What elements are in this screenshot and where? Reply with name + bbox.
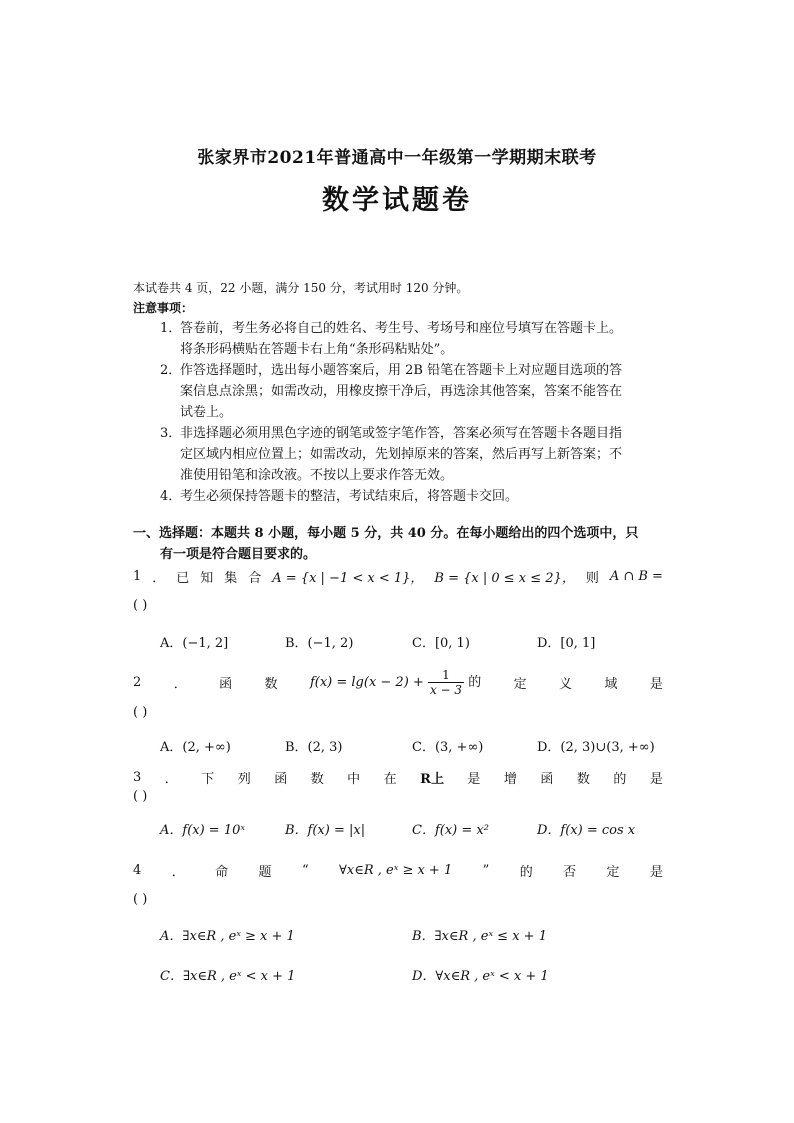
function-left: f(x) = lg(x − 2) + — [309, 674, 424, 690]
fraction-numerator: 1 — [442, 667, 450, 682]
question-1-option-a: A．(−1, 2] — [160, 636, 229, 651]
quote-close: ” — [482, 863, 490, 878]
stem-char: 是 — [649, 865, 663, 880]
question-1-option-b: B．(−1, 2) — [285, 636, 354, 651]
question-dot: ． — [152, 571, 166, 586]
notice-line: 考生必须保持答题卡的整洁，考试结束后，将答题卡交回。 — [180, 489, 519, 504]
question-2-stem — [133, 665, 663, 699]
stem-char: 义 — [559, 676, 573, 692]
stem-char: 函 — [274, 772, 288, 787]
question-dot: ． — [173, 676, 187, 692]
stem-char: 下 — [201, 772, 215, 787]
question-3-option-a: A．f(x) = 10ˣ — [160, 823, 245, 838]
notice-line: 非选择题必须用黑色字迹的钢笔或签字笔作答，答案必须写在答题卡各题目指 — [180, 426, 623, 441]
stem-char: 题 — [258, 865, 272, 880]
stem-char: 中 — [347, 772, 361, 787]
stem-char: 的 — [613, 772, 627, 787]
question-3-option-b: B．f(x) = |x| — [285, 823, 366, 838]
stem-char: 集 — [224, 571, 238, 586]
question-4-option-a: A．∃x∈R , eˣ ≥ x + 1 — [160, 929, 295, 944]
question-3-option-d: D．f(x) = cos x — [537, 823, 636, 838]
stem-char: 已 — [176, 571, 190, 586]
question-dot: ． — [164, 772, 178, 787]
question-4-stem — [133, 861, 663, 880]
notice-line: 答卷前，考生务必将自己的姓名、考生号、考场号和座位号填写在答题卡上。 — [180, 321, 623, 336]
notice-line: 案信息点涂黑；如需改动，用橡皮擦干净后，再选涂其他答案，答案不能答在 — [180, 384, 623, 399]
exam-intro: 本试卷共 4 页，22 小题，满分 150 分，考试用时 120 分钟。 — [133, 281, 469, 295]
stem-char: 函 — [540, 772, 554, 787]
notice-item-1 — [160, 318, 670, 360]
notice-item-number: 2． — [160, 363, 182, 378]
notice-line: 定区域内相应位置上；如需改动，先划掉原来的答案，然后再写上新答案；不 — [180, 447, 623, 462]
fraction — [428, 668, 464, 697]
question-1-option-d: D．[0, 1] — [537, 636, 596, 651]
question-3-option-c: C．f(x) = x² — [412, 823, 489, 838]
section-heading-choice — [133, 523, 663, 565]
stem-char: 的 — [468, 674, 482, 690]
stem-char: 增 — [503, 772, 517, 787]
stem-char: 列 — [237, 772, 251, 787]
question-dot: ． — [171, 865, 185, 880]
notice-line: 将条形码横贴在答题卡右上角“条形码粘贴处”。 — [180, 342, 454, 357]
notice-item-4 — [160, 486, 670, 507]
question-1-option-c: C．[0, 1) — [412, 636, 470, 651]
notice-line: 作答选择题时，选出每小题答案后，用 2B 铅笔在答题卡上对应题目选项的答 — [180, 363, 623, 378]
stem-char: 则 — [585, 571, 599, 586]
stem-char: 是 — [649, 676, 663, 692]
question-2-option-d: D．(2, 3)∪(3, +∞) — [537, 740, 655, 755]
question-1-stem — [133, 567, 663, 586]
question-number: 3 — [133, 770, 142, 785]
answer-blank: ( ) — [133, 598, 148, 613]
question-2-option-c: C．(3, +∞) — [412, 740, 484, 755]
question-4-option-c: C．∃x∈R , eˣ < x + 1 — [160, 969, 296, 984]
stem-char: 数 — [576, 772, 590, 787]
stem-char: 是 — [649, 772, 663, 787]
question-4-option-d: D．∀x∈R , eˣ < x + 1 — [412, 969, 549, 984]
notice-heading: 注意事项： — [133, 301, 194, 315]
notice-item-number: 3． — [160, 426, 182, 441]
exam-subject-title: 数学试题卷 — [322, 185, 472, 216]
question-4-option-b: B．∃x∈R , eˣ ≤ x + 1 — [412, 929, 547, 944]
stem-char: 在 — [383, 772, 397, 787]
stem-char: 命 — [215, 865, 229, 880]
stem-char: 否 — [563, 865, 577, 880]
question-2-option-b: B．(2, 3) — [285, 740, 343, 755]
question-3-stem — [133, 768, 663, 787]
notice-item-3 — [160, 423, 670, 486]
notice-item-number: 4． — [160, 489, 182, 504]
question-number: 2 — [133, 674, 142, 690]
notice-item-2 — [160, 360, 670, 423]
section-heading-line: 有一项是符合题目要求的。 — [160, 547, 317, 562]
stem-char: 定 — [606, 865, 620, 880]
stem-char: 函 — [219, 676, 233, 692]
set-a-expression: A = {x | −1 < x < 1}， — [272, 571, 424, 586]
stem-char: 知 — [200, 571, 214, 586]
stem-char: 数 — [310, 772, 324, 787]
question-number: 4 — [133, 863, 142, 878]
stem-char: 数 — [264, 676, 278, 692]
proposition-expression: ∀x∈R , eˣ ≥ x + 1 — [339, 863, 453, 878]
notice-item-number: 1． — [160, 321, 182, 336]
notice-line: 准使用铅笔和涂改液。不按以上要求作答无效。 — [180, 468, 454, 483]
intersection-expression: A ∩ B = — [609, 569, 663, 584]
answer-blank: ( ) — [133, 705, 148, 720]
answer-blank: ( ) — [133, 789, 148, 804]
stem-char: 域 — [604, 676, 618, 692]
set-b-expression: B = {x | 0 ≤ x ≤ 2}， — [434, 571, 575, 586]
section-heading-line: 一、选择题：本题共 8 小题，每小题 5 分，共 40 分。在每小题给出的四个选项中，只 — [133, 526, 639, 541]
stem-char: 定 — [513, 676, 527, 692]
question-number: 1 — [133, 569, 142, 584]
stem-char: 的 — [519, 865, 533, 880]
stem-char: R上 — [420, 772, 444, 787]
fraction-denominator: x − 3 — [429, 682, 463, 697]
exam-header-title: 张家界市2021年普通高中一年级第一学期期末联考 — [197, 148, 597, 168]
function-expression — [310, 668, 481, 697]
answer-blank: ( ) — [133, 892, 148, 907]
stem-char: 合 — [248, 571, 262, 586]
question-2-option-a: A．(2, +∞) — [160, 740, 231, 755]
quote-open: “ — [301, 863, 309, 878]
stem-char: 是 — [467, 772, 481, 787]
notice-line: 试卷上。 — [180, 405, 233, 420]
